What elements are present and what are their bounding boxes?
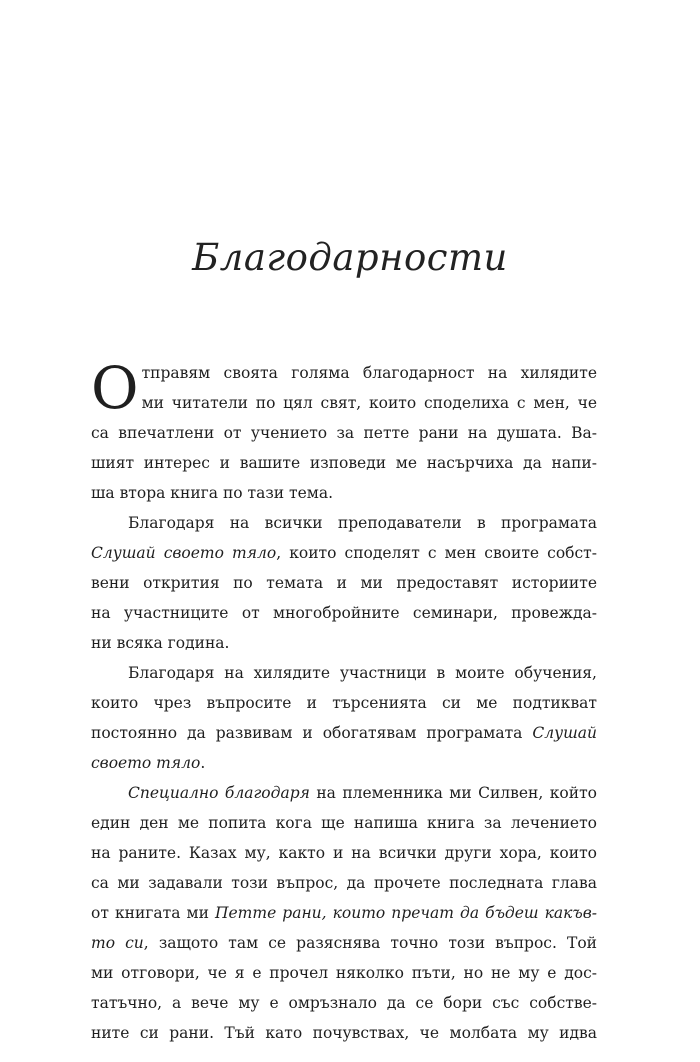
italic-title: Петте рани, които пречат да бъдеш какъв- bbox=[214, 904, 597, 922]
text-body bbox=[91, 354, 597, 1048]
paragraph-2 bbox=[91, 508, 597, 658]
text-line bbox=[91, 718, 597, 748]
text-line: ми отговори, че я е прочел няколко пъти, но не му е дос- bbox=[91, 964, 597, 982]
text-segment: , които споделят с мен своите собст- bbox=[276, 544, 597, 562]
text-line: са впечатлени от учението за петте рани на душата. Ва- bbox=[91, 424, 597, 442]
text-line: вени открития по темата и ми предоставят историите bbox=[91, 574, 597, 592]
text-line: които чрез въпросите и търсенията си ме подтикват bbox=[91, 694, 597, 712]
text-line: тправям своята голяма благодарност на хилядите bbox=[141, 364, 597, 382]
text-line bbox=[91, 778, 597, 808]
italic-title: Слушай своето тяло bbox=[91, 544, 277, 562]
text-segment: от книгата ми bbox=[91, 904, 215, 922]
text-line: са ми задавали този въпрос, да прочете последната глава bbox=[91, 874, 597, 892]
text-segment: , защото там се разяснява точно този въпрос. Той bbox=[143, 934, 597, 952]
text-line bbox=[91, 928, 597, 958]
italic-phrase: Специално благодаря bbox=[128, 784, 310, 802]
text-line: ните си рани. Тъй като почувствах, че молбата му идва bbox=[91, 1024, 597, 1042]
italic-title: Слушай bbox=[532, 724, 597, 742]
text-line: татъчно, а вече му е омръзнало да се бори със собстве- bbox=[91, 994, 597, 1012]
text-segment: . bbox=[200, 754, 206, 772]
text-line: на раните. Казах му, както и на всички други хора, които bbox=[91, 844, 597, 862]
paragraph-3 bbox=[91, 658, 597, 778]
text-segment: постоянно да развивам и обогатявам програмата bbox=[91, 724, 533, 742]
text-segment: на племенника ми Силвен, който bbox=[309, 784, 597, 802]
text-line: шият интерес и вашите изповеди ме насърчиха да напи- bbox=[91, 454, 597, 472]
paragraph-1 bbox=[91, 354, 597, 508]
text-line: Благодаря на хилядите участници в моите обучения, bbox=[128, 664, 597, 682]
text-line bbox=[91, 898, 597, 928]
drop-cap: О bbox=[91, 354, 139, 422]
text-line: ни всяка година. bbox=[91, 634, 230, 652]
text-line bbox=[91, 538, 597, 568]
italic-title: то си bbox=[91, 934, 144, 952]
text-line: ми читатели по цял свят, които споделиха с мен, че bbox=[141, 394, 597, 412]
text-line bbox=[91, 748, 597, 778]
text-line: на участниците от многобройните семинари, провежда- bbox=[91, 604, 597, 622]
text-line: Благодаря на всички преподаватели в програмата bbox=[128, 514, 597, 532]
text-line: един ден ме попита кога ще напиша книга за лечението bbox=[91, 814, 597, 832]
italic-title: своето тяло bbox=[91, 754, 201, 772]
chapter-title: Благодарности bbox=[192, 236, 508, 279]
text-line: ша втора книга по тази тема. bbox=[91, 484, 334, 502]
paragraph-4 bbox=[91, 778, 597, 1048]
